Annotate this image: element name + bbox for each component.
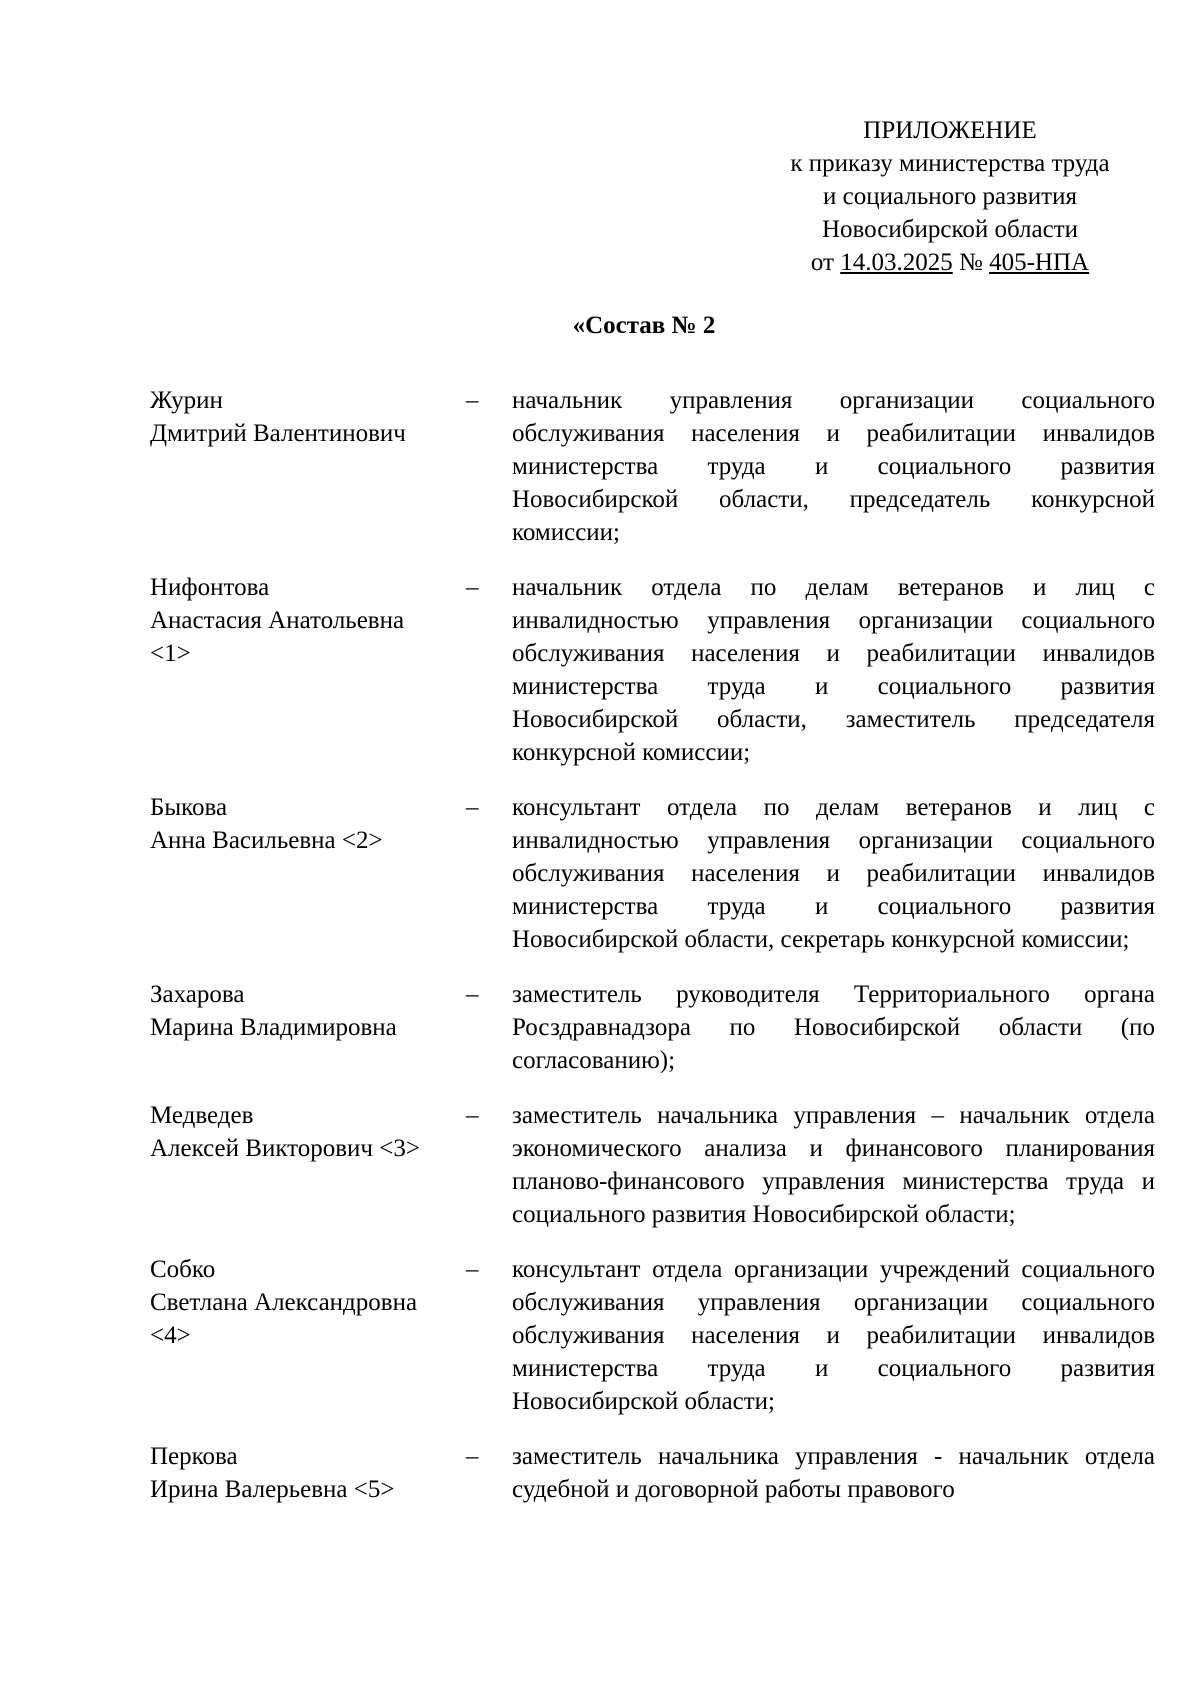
appendix-header [740,114,1160,279]
member-row [150,384,1155,549]
member-dash: – [466,794,479,821]
member-row [150,1099,1155,1231]
member-name [150,384,466,549]
member-dash: – [466,574,479,601]
member-given-name: Анастасия Анатольевна [150,607,405,634]
composition-heading: «Состав № 2 [572,312,716,339]
member-dash: – [466,1443,479,1470]
member-surname: Журин [150,387,223,414]
appendix-line-3: Новосибирской области [821,216,1079,243]
member-footnote-ref: <1> [150,640,191,667]
member-dash: – [466,1102,479,1129]
member-row [150,571,1155,769]
member-surname: Перкова [150,1443,238,1470]
member-description: консультант отдела по делам ветеранов и лиц с инвалидностью управления организации социального обслуживания населения и реабилитации инвалидов министерства труда и социального развития Новосибирской области, секретарь конкурсной комиссии; [512,794,1155,953]
member-surname: Медведев [150,1102,254,1129]
member-name [150,978,466,1077]
member-name [150,571,466,769]
member-surname: Быкова [150,794,228,821]
member-name [150,1099,466,1231]
member-given-name: Анна Васильевна <2> [150,827,383,854]
member-dash: – [466,1256,479,1283]
member-description: заместитель начальника управления – начальник отдела экономического анализа и финансового планирования планово-финансового управления министерства труда и социального развития Новосибирской области; [512,1102,1155,1228]
member-row [150,1253,1155,1418]
date-prefix: от [810,249,834,276]
member-description: начальник отдела по делам ветеранов и лиц с инвалидностью управления организации социального обслуживания населения и реабилитации инвалидов министерства труда и социального развития Новосибирской области, заместитель председателя конкурсной комиссии; [512,574,1155,766]
member-dash: – [466,981,479,1008]
appendix-date-line [740,246,1160,279]
member-given-name: Марина Владимировна [150,1014,397,1041]
member-dash: – [466,387,479,414]
member-description: консультант отдела организации учреждений социального обслуживания управления организации социального обслуживания населения и реабилитации инвалидов министерства труда и социального развития Новосибирской области; [512,1256,1155,1415]
member-name [150,1253,466,1418]
order-number: 405-НПА [989,249,1090,276]
member-given-name: Ирина Валерьевна <5> [150,1476,395,1503]
appendix-title: ПРИЛОЖЕНИЕ [863,117,1037,144]
member-name [150,1440,466,1506]
member-name [150,791,466,956]
member-surname: Захарова [150,981,245,1008]
member-given-name: Алексей Викторович <3> [150,1135,420,1162]
members-list [150,384,1155,1528]
member-row [150,791,1155,956]
number-prefix: № [959,249,983,276]
member-description: заместитель начальника управления - начальник отдела судебной и договорной работы правового [512,1443,1155,1503]
member-surname: Собко [150,1256,216,1283]
member-row [150,978,1155,1077]
appendix-line-2: и социального развития [823,183,1077,210]
member-description: заместитель руководителя Территориального органа Росздравнадзора по Новосибирской области (по согласованию); [512,981,1155,1074]
member-description: начальник управления организации социального обслуживания населения и реабилитации инвалидов министерства труда и социального развития Новосибирской области, председатель конкурсной комиссии; [512,387,1155,546]
member-footnote-ref: <4> [150,1322,191,1349]
member-given-name: Светлана Александровна [150,1289,418,1316]
member-row [150,1440,1155,1506]
order-date: 14.03.2025 [840,249,953,276]
member-surname: Нифонтова [150,574,270,601]
appendix-line-1: к приказу министерства труда [790,150,1110,177]
member-given-name: Дмитрий Валентинович [150,420,406,447]
